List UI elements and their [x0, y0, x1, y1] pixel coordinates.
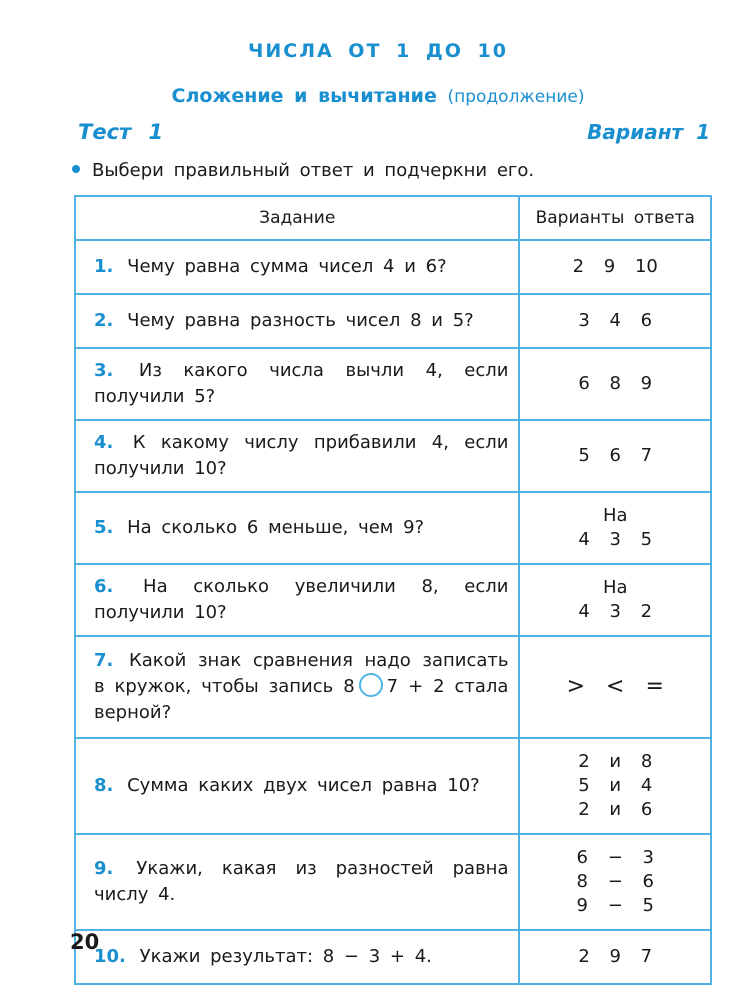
task-text-part-1: Какой знак сравнения надо записать в кружок, чтобы запись 8: [94, 650, 509, 697]
task-cell: [75, 930, 519, 984]
column-header-task: Задание: [75, 196, 519, 240]
task-number: 6.: [94, 576, 114, 597]
task-number: 10.: [94, 946, 126, 967]
task-number: 8.: [94, 775, 114, 796]
task-number: 2.: [94, 310, 114, 331]
answer-option[interactable]: 6 − 3: [576, 847, 654, 868]
task-text: Из какого числа вычли 4, если получили 5?: [94, 360, 509, 407]
answer-cell: [519, 636, 711, 738]
answer-option[interactable]: 9 − 5: [576, 895, 654, 916]
answer-prefix: На: [602, 505, 628, 526]
section-subtitle: [0, 85, 756, 107]
answer-option[interactable]: 5 и 4: [578, 775, 653, 796]
answer-option[interactable]: > < =: [566, 674, 664, 699]
subtitle-note: (продолжение): [447, 87, 585, 107]
table-row: [75, 564, 711, 636]
bullet-icon: [72, 165, 80, 173]
page-number: 20: [70, 930, 100, 954]
table-row: [75, 240, 711, 294]
answer-option[interactable]: 5 6 7: [578, 445, 653, 466]
task-text: Сумма каких двух чисел равна 10?: [127, 775, 480, 796]
task-text: Чему равна сумма чисел 4 и 6?: [127, 256, 447, 277]
task-cell: [75, 294, 519, 348]
task-cell: [75, 240, 519, 294]
test-label: Тест 1: [78, 120, 164, 144]
task-text: Укажи результат: 8 − 3 + 4.: [139, 946, 432, 967]
answer-cell: [519, 348, 711, 420]
table-row: [75, 834, 711, 930]
answer-cell: [519, 294, 711, 348]
answer-cell: [519, 930, 711, 984]
task-text: Чему равна разность чисел 8 и 5?: [127, 310, 474, 331]
answer-option[interactable]: 8 − 6: [576, 871, 654, 892]
task-text: На сколько увеличили 8, если получили 10?: [94, 576, 509, 623]
answer-option[interactable]: 4 3 2: [578, 601, 653, 622]
instruction: [72, 160, 534, 181]
comparison-circle-icon[interactable]: [359, 673, 383, 697]
task-cell: [75, 348, 519, 420]
task-number: 7.: [94, 650, 114, 671]
instruction-text: Выбери правильный ответ и подчеркни его.: [92, 160, 535, 181]
task-number: 5.: [94, 517, 114, 538]
variant-label: Вариант 1: [587, 120, 710, 144]
test-table: [74, 195, 712, 985]
task-cell: [75, 636, 519, 738]
table-row: [75, 636, 711, 738]
answer-cell: [519, 564, 711, 636]
table-row: [75, 420, 711, 492]
table-row: [75, 930, 711, 984]
task-text: На сколько 6 меньше, чем 9?: [127, 517, 425, 538]
answer-option[interactable]: 4 3 5: [578, 529, 653, 550]
answer-cell: [519, 240, 711, 294]
answer-option[interactable]: 2 и 6: [578, 799, 653, 820]
answer-cell: [519, 834, 711, 930]
answer-option[interactable]: 3 4 6: [578, 310, 653, 331]
answer-option[interactable]: 2 9 7: [578, 946, 653, 967]
task-number: 1.: [94, 256, 114, 277]
answer-cell: [519, 492, 711, 564]
task-text-part-2: 7 + 2 стала верной?: [94, 676, 509, 723]
answer-cell: [519, 420, 711, 492]
task-number: 3.: [94, 360, 114, 381]
task-cell: [75, 738, 519, 834]
task-number: 4.: [94, 432, 114, 453]
task-cell: [75, 420, 519, 492]
answer-option[interactable]: 2 9 10: [572, 256, 658, 277]
page-title: ЧИСЛА ОТ 1 ДО 10: [248, 40, 508, 62]
task-cell: [75, 564, 519, 636]
subtitle-text: Сложение и вычитание: [171, 85, 437, 107]
task-cell: [75, 834, 519, 930]
table-row: [75, 738, 711, 834]
table-row: [75, 348, 711, 420]
column-header-answers: Варианты ответа: [519, 196, 711, 240]
task-cell: [75, 492, 519, 564]
task-number: 9.: [94, 858, 114, 879]
answer-option[interactable]: 6 8 9: [578, 373, 653, 394]
table-row: [75, 294, 711, 348]
answer-option[interactable]: 2 и 8: [578, 751, 653, 772]
table-row: [75, 492, 711, 564]
task-text: Укажи, какая из разностей равна числу 4.: [94, 858, 509, 905]
answer-cell: [519, 738, 711, 834]
task-text: К какому числу прибавили 4, если получили 10?: [94, 432, 509, 479]
answer-prefix: На: [602, 577, 628, 598]
